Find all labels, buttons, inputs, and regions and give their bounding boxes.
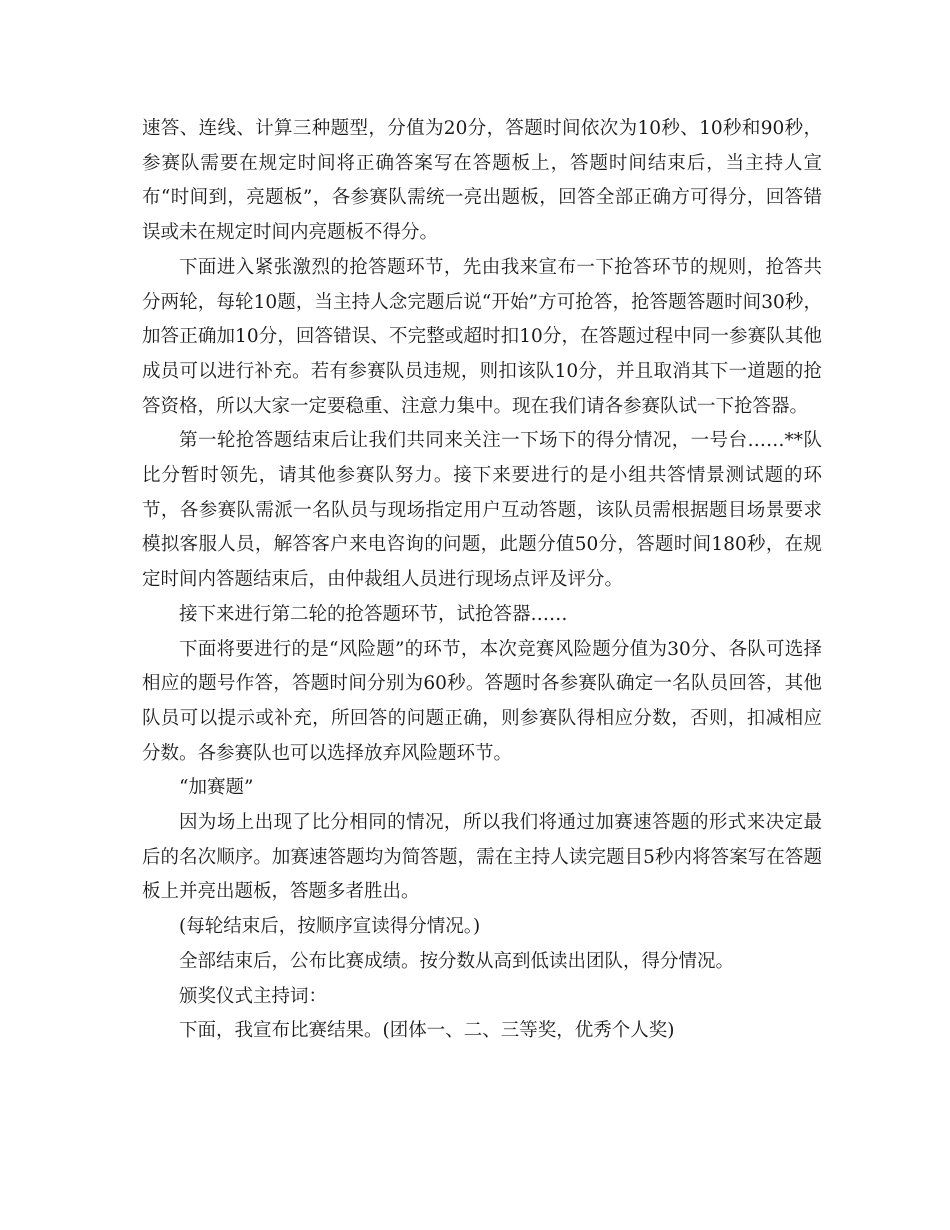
paragraph-tiebreak-rules: 因为场上出现了比分相同的情况，所以我们将通过加赛速答题的形式来决定最后的名次顺序。加赛速答题均为简答题，需在主持人读完题目5秒内将答案写在答题板上并亮出题板，答题多者胜出。 bbox=[142, 812, 822, 903]
paragraph-award-announcement: 下面，我宣布比赛结果。(团体一、二、三等奖，优秀个人奖) bbox=[179, 1020, 675, 1042]
paragraph-round-one-scores: 第一轮抢答题结束后让我们共同来关注一下场下的得分情况，一号台……**队比分暂时领先，请其他参赛队努力。接下来要进行的是小组共答情景测试题的环节，各参赛队需派一名队员与现场指定用户互动答题，该队员需根据题目场景要求模拟客服人员，解答客户来电咨询的问题，此题分值50分，答题时间180秒，在规定时间内答题结束后，由仲裁组人员进行现场点评及评分。 bbox=[142, 430, 822, 591]
paragraph-award-heading: 颁奖仪式主持词： bbox=[179, 985, 328, 1007]
paragraph-final-results: 全部结束后，公布比赛成绩。按分数从高到低读出团队，得分情况。 bbox=[179, 950, 735, 972]
paragraph-risk-questions: 下面将要进行的是“风险题”的环节，本次竞赛风险题分值为30分、各队可选择相应的题号作答，答题时间分别为60秒。答题时各参赛队确定一名队员回答，其他队员可以提示或补充，所回答的问题正确，则参赛队得相应分数，否则，扣减相应分数。各参赛队也可以选择放弃风险题环节。 bbox=[142, 638, 822, 764]
paragraph-score-note: (每轮结束后，按顺序宣读得分情况。) bbox=[179, 916, 481, 938]
document-body bbox=[142, 112, 822, 1049]
paragraph-round-two: 接下来进行第二轮的抢答题环节，试抢答器…… bbox=[179, 603, 568, 625]
paragraph-rules-written: 速答、连线、计算三种题型，分值为20分，答题时间依次为10秒、10秒和90秒，参赛队需要在规定时间将正确答案写在答题板上，答题时间结束后，当主持人宣布“时间到，亮题板”，各参赛队需统一亮出题板，回答全部正确方可得分，回答错误或未在规定时间内亮题板不得分。 bbox=[142, 118, 822, 244]
paragraph-buzzer-rules: 下面进入紧张激烈的抢答题环节，先由我来宣布一下抢答环节的规则，抢答共分两轮，每轮10题，当主持人念完题后说“开始”方可抢答，抢答题答题时间30秒，加答正确加10分，回答错误、不完整或超时扣10分，在答题过程中同一参赛队其他成员可以进行补充。若有参赛队员违规，则扣该队10分，并且取消其下一道题的抢答资格，所以大家一定要稳重、注意力集中。现在我们请各参赛队试一下抢答器。 bbox=[142, 256, 822, 417]
paragraph-tiebreak-heading: “加赛题” bbox=[179, 777, 254, 799]
